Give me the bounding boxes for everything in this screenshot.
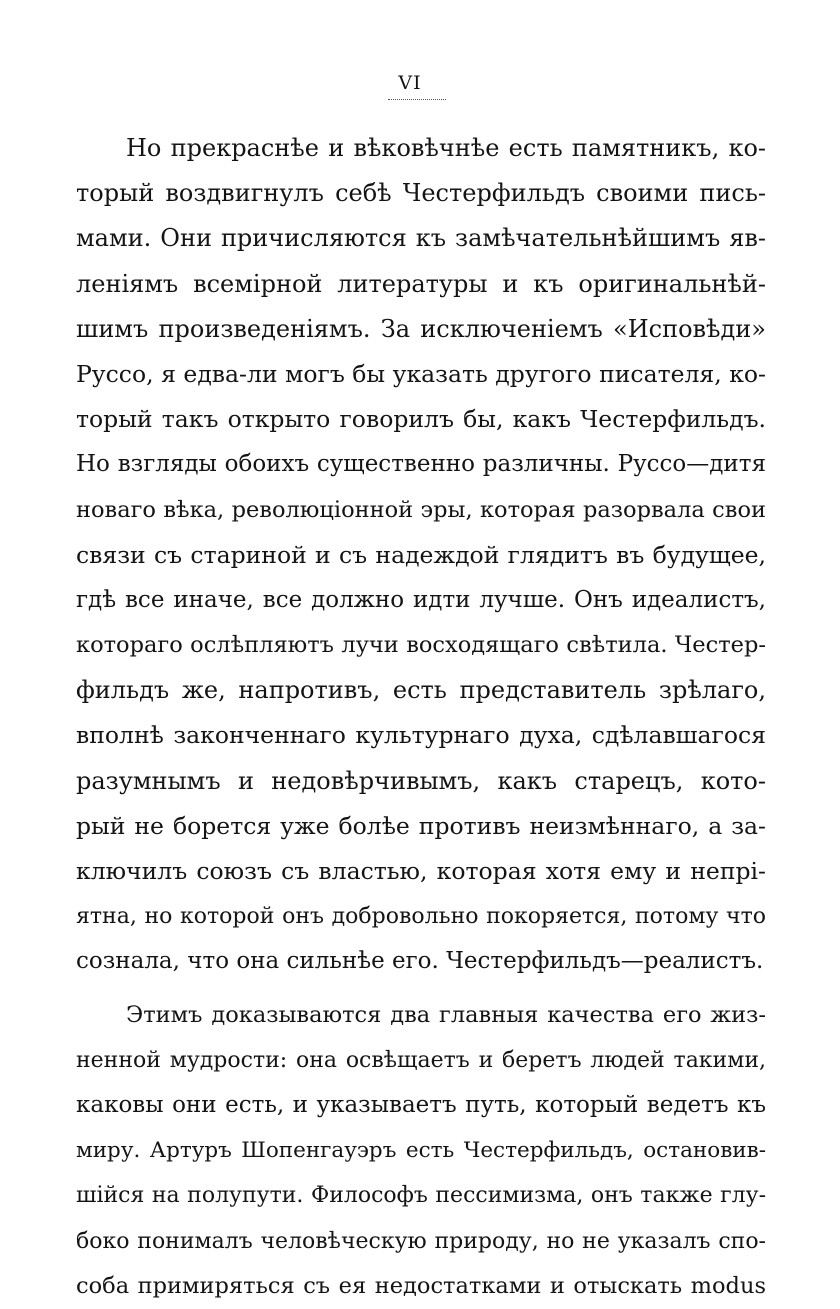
text-line: Руссо, я едва-ли могъ бы указать другого писателя, ко- (76, 359, 766, 388)
text-line: гдѣ все иначе, все должно идти лучше. Онъ идеалистъ, (76, 586, 766, 613)
text-line: торый такъ открыто говорилъ бы, какъ Честерфильдъ. (76, 405, 766, 434)
text-line: каковы они есть, и указываетъ путь, который ведетъ къ (76, 1091, 766, 1118)
text-line: сознала, что она сильнѣе его. Честерфильдъ—реалистъ. (76, 948, 764, 975)
text-line: Но прекраснѣе и вѣковѣчнѣе есть памятникъ, ко- (126, 134, 766, 162)
paragraph-1 (76, 126, 766, 985)
paragraph-gap (76, 985, 766, 993)
text-line: миру. Артуръ Шопенгауэръ есть Честерфильдъ, остановив- (76, 1138, 766, 1164)
text-line: разумнымъ и недовѣрчивымъ, какъ старецъ, кото- (76, 766, 766, 795)
text-line: ключилъ союзъ съ властью, которая хотя ему и непрі- (76, 857, 766, 885)
text-line: Этимъ доказываются два главныя качества его жиз- (126, 1001, 766, 1028)
text-line: связи съ стариной и съ надеждой глядитъ въ будущее, (76, 540, 766, 569)
text-line: новаго вѣка, революціонной эры, которая разорвала свои (76, 496, 766, 523)
text-line: фильдъ же, напротивъ, есть представитель зрѣлаго, (76, 676, 766, 705)
text-line: рый не борется уже болѣе противъ неизмѣннаго, а за- (76, 811, 766, 840)
text-line: ненной мудрости: она освѣщаетъ и беретъ людей такими, (76, 1047, 766, 1073)
page-number: VI (398, 72, 422, 94)
text-line: боко понималъ человѣческую природу, но не указалъ спо- (76, 1228, 766, 1254)
paragraph-2 (76, 993, 766, 1309)
text-line: вполнѣ законченнаго культурнаго духа, сдѣлавшагося (76, 721, 766, 750)
header-rule (388, 99, 446, 100)
text-line: торый воздвигнулъ себѣ Честерфильдъ своими пись- (76, 179, 766, 208)
body-text (76, 126, 766, 1309)
text-line: шимъ произведеніямъ. За исключеніемъ «Исповѣди» (76, 314, 766, 343)
text-line: котораго ослѣпляютъ лучи восходящаго свѣтила. Честер- (76, 632, 766, 659)
text-line: Но взгляды обоихъ существенно различны. Руссо—дитя (76, 451, 766, 478)
text-line: соба примиряться съ ея недостатками и отыскать modus (76, 1272, 766, 1299)
text-line: леніямъ всемірной литературы и къ оригинальнѣй- (76, 269, 766, 298)
text-line: ятна, но которой онъ добровольно покоряется, потому что (76, 904, 766, 930)
text-line: шійся на полупути. Философъ пессимизма, онъ также глу- (76, 1183, 766, 1209)
text-line: мами. Они причисляются къ замѣчательнѣйшимъ яв- (76, 224, 766, 253)
